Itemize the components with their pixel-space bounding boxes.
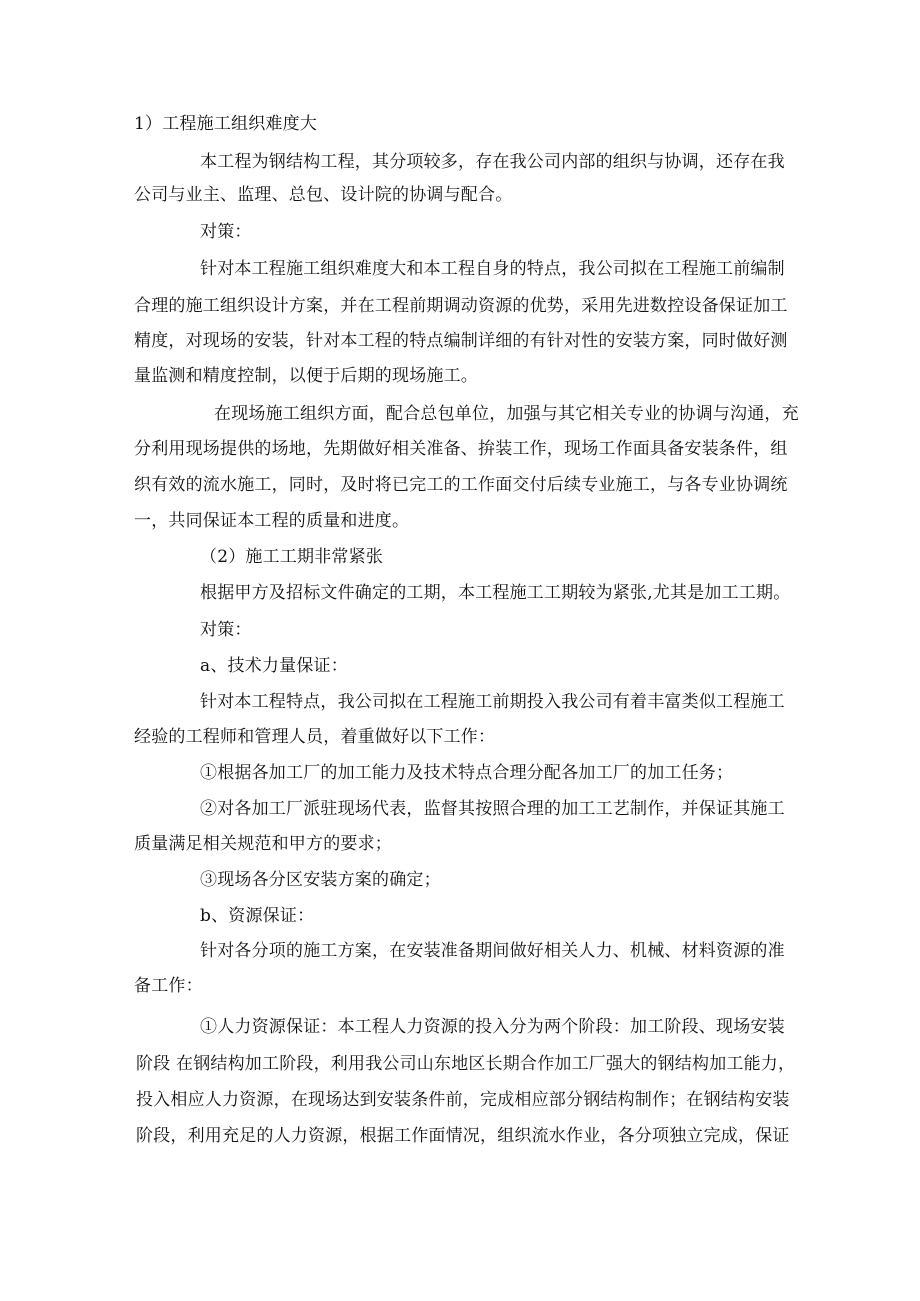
paragraph-line: 分利用现场提供的场地，先期做好相关准备、拚装工作，现场工作面具备安装条件，组 bbox=[134, 439, 788, 459]
countermeasure-label: 对策： bbox=[200, 222, 252, 242]
list-item: ③现场各分区安装方案的确定； bbox=[200, 870, 441, 890]
paragraph-line: 质量满足相关规范和甲方的要求； bbox=[134, 834, 392, 854]
paragraph-line: 精度，对现场的安装，针对本工程的特点编制详细的有针对性的安装方案，同时做好测 bbox=[134, 331, 788, 351]
paragraph-line: 公司与业主、监理、总包、设计院的协调与配合。 bbox=[134, 185, 513, 205]
paragraph-line: 织有效的流水施工，同时，及时将已完工的工作面交付后续专业施工，与各专业协调统 bbox=[134, 475, 788, 495]
paragraph-line: 经验的工程师和管理人员，着重做好以下工作： bbox=[134, 727, 496, 747]
paragraph-line: 阶段 在钢结构加工阶段，利用我公司山东地区长期合作加工厂强大的钢结构加工能力， bbox=[136, 1054, 796, 1074]
heading-tight-schedule: （2）施工工期非常紧张 bbox=[200, 547, 384, 567]
list-item: ①人力资源保证：本工程人力资源的投入分为两个阶段：加工阶段、现场安装 bbox=[200, 1017, 785, 1037]
paragraph-line: 根据甲方及招标文件确定的工期，本工程施工工期较为紧张,尤其是加工工期。 bbox=[200, 583, 791, 603]
subheading-resource-guarantee: b、资源保证： bbox=[200, 906, 315, 926]
list-item: ②对各加工厂派驻现场代表，监督其按照合理的加工工艺制作，并保证其施工 bbox=[200, 799, 785, 819]
paragraph-line: 量监测和精度控制，以便于后期的现场施工。 bbox=[134, 366, 478, 386]
paragraph-line: 阶段，利用充足的人力资源，根据工作面情况，组织流水作业，各分项独立完成，保证 bbox=[136, 1126, 790, 1146]
paragraph-line: 本工程为钢结构工程，其分项较多，存在我公司内部的组织与协调，还存在我 bbox=[200, 152, 785, 172]
paragraph-line: 备工作： bbox=[134, 976, 203, 996]
paragraph-line: 针对各分项的施工方案，在安装准备期间做好相关人力、机械、材料资源的准 bbox=[200, 941, 785, 961]
paragraph-line: 合理的施工组织设计方案，并在工程前期调动资源的优势，采用先进数控设备保证加工 bbox=[134, 296, 788, 316]
heading-organization-difficulty: 1）工程施工组织难度大 bbox=[134, 114, 318, 134]
paragraph-line: 在现场施工组织方面，配合总包单位，加强与其它相关专业的协调与沟通，充 bbox=[214, 404, 799, 424]
paragraph-line: 投入相应人力资源，在现场达到安装条件前，完成相应部分钢结构制作；在钢结构安装 bbox=[136, 1090, 790, 1110]
subheading-technical-strength: a、技术力量保证： bbox=[200, 656, 348, 676]
paragraph-line: 一，共同保证本工程的质量和进度。 bbox=[134, 511, 410, 531]
list-item: ①根据各加工厂的加工能力及技术特点合理分配各加工厂的加工任务； bbox=[200, 763, 734, 783]
countermeasure-label: 对策： bbox=[200, 620, 252, 640]
paragraph-line: 针对本工程施工组织难度大和本工程自身的特点，我公司拟在工程施工前编制 bbox=[200, 259, 785, 279]
paragraph-line: 针对本工程特点，我公司拟在工程施工前期投入我公司有着丰富类似工程施工 bbox=[200, 692, 785, 712]
